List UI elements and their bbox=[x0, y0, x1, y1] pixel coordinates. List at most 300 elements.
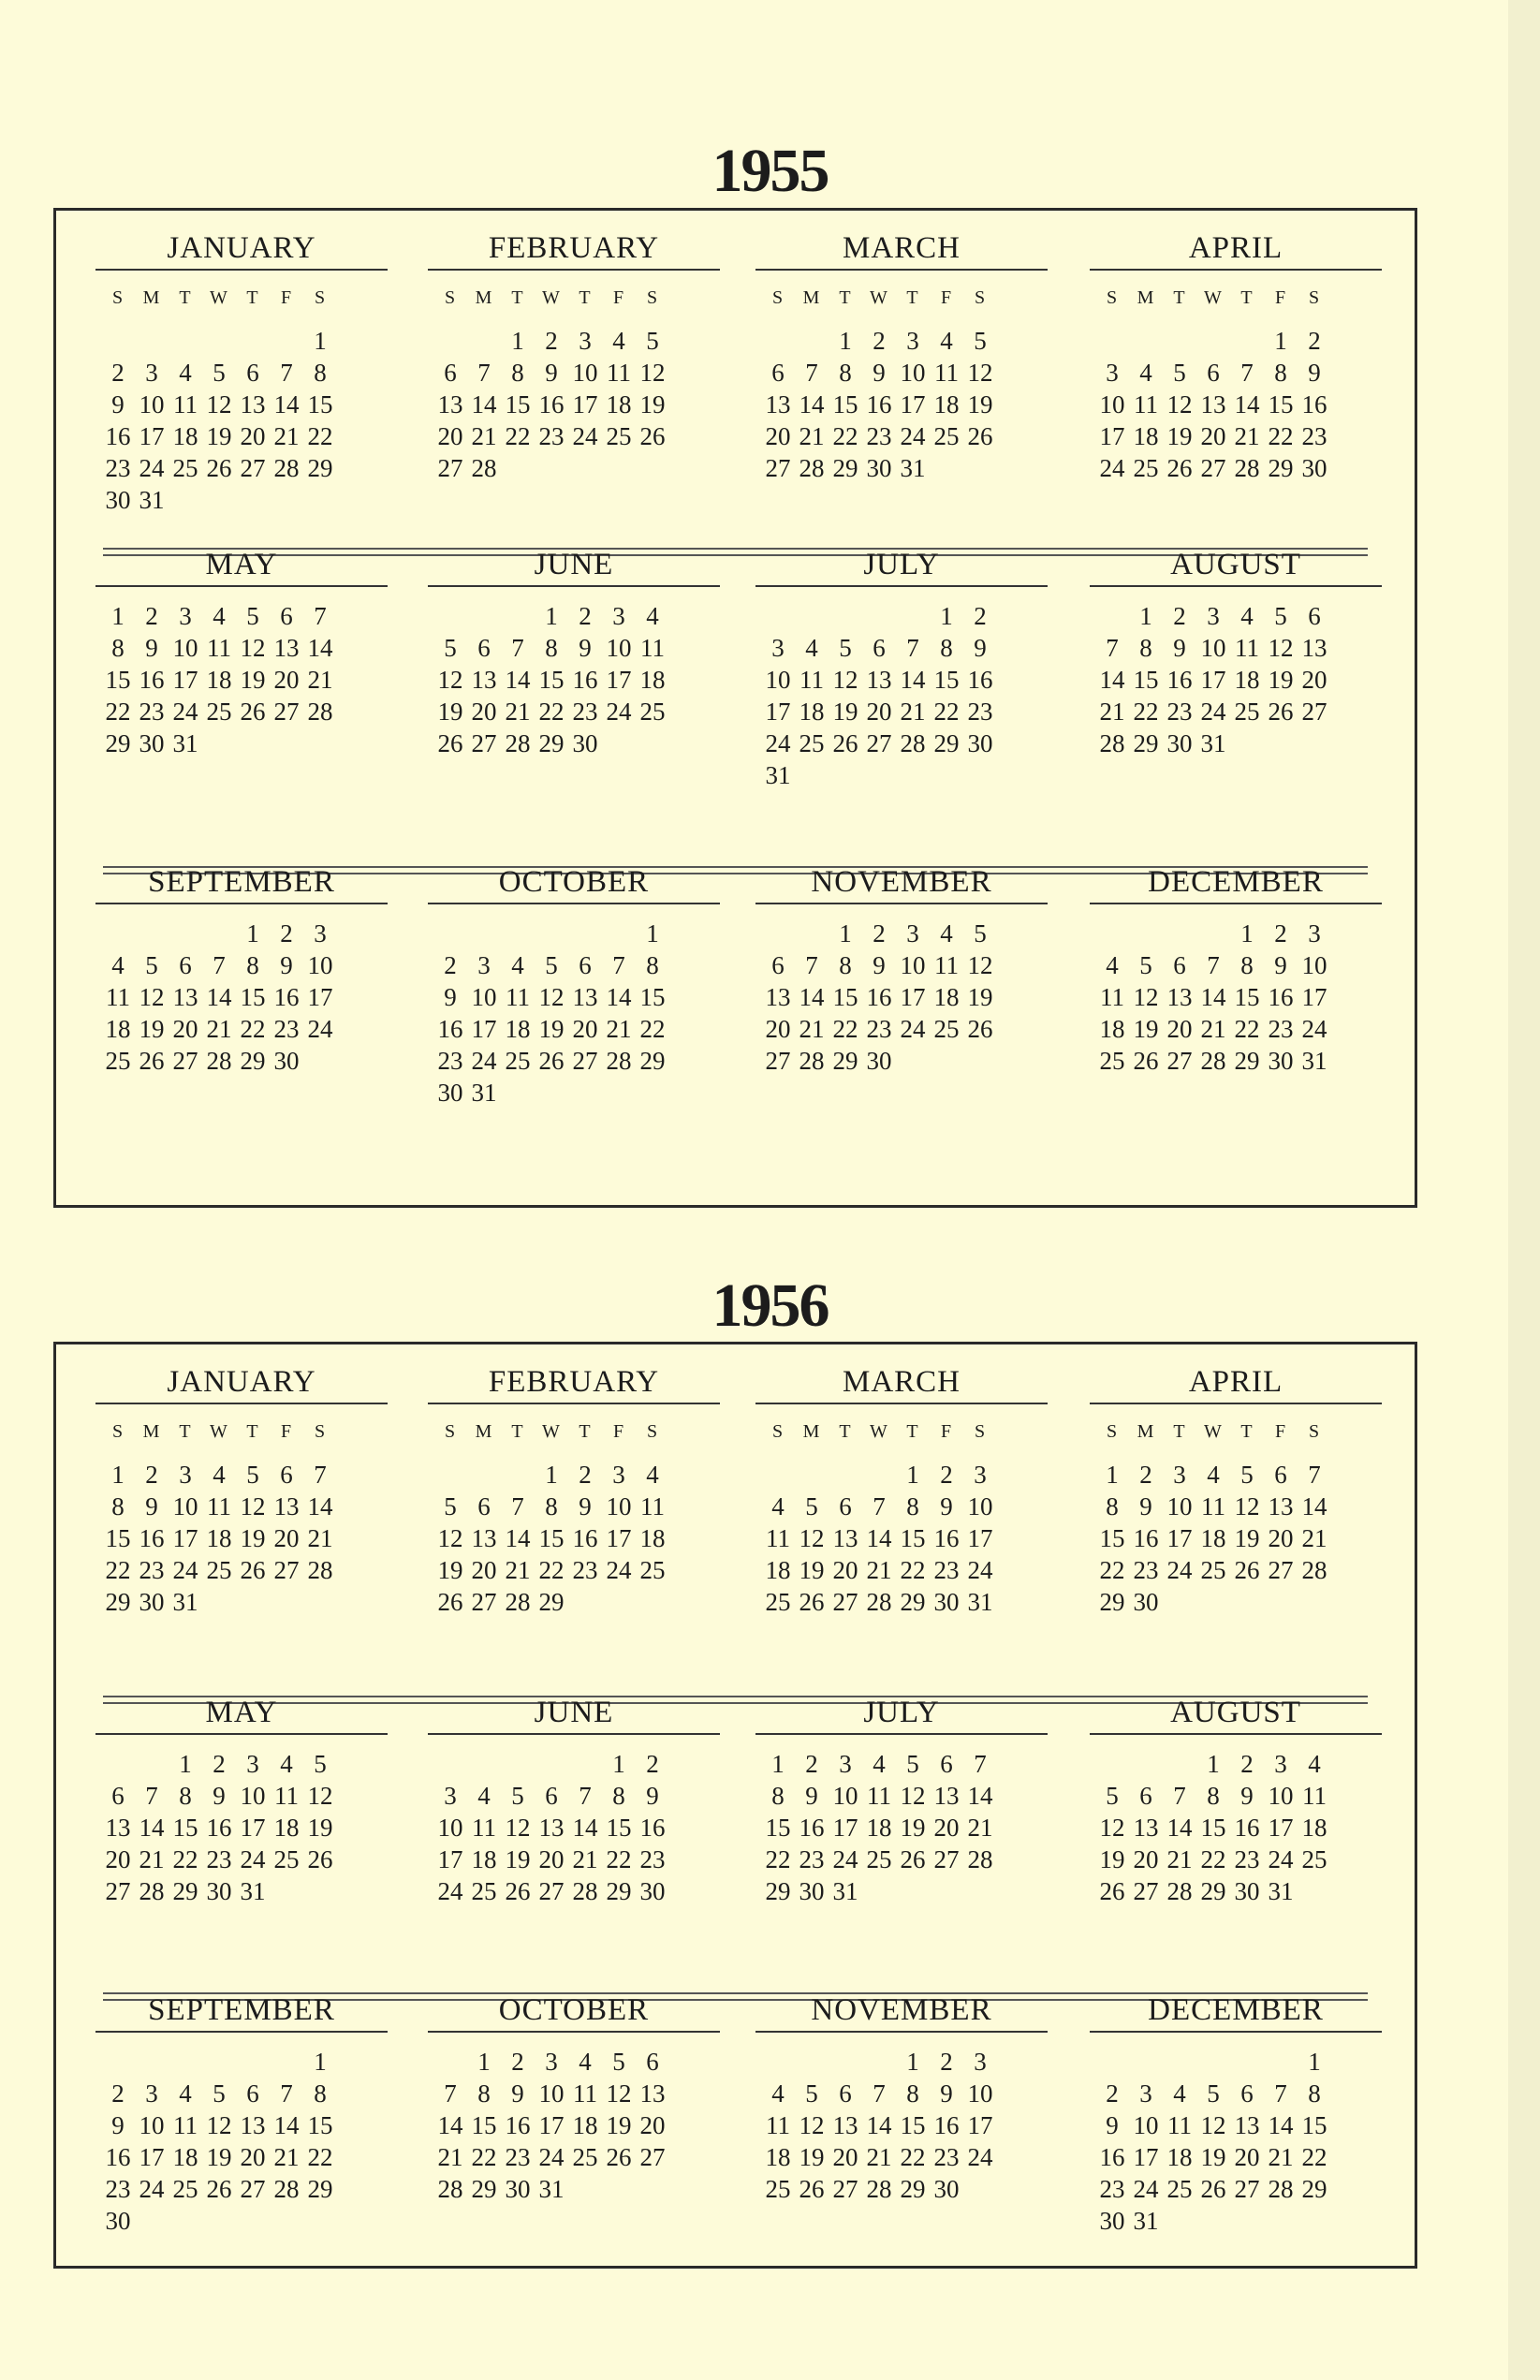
day-cell: 25 bbox=[866, 1844, 892, 1873]
day-cell: 24 bbox=[1166, 1555, 1193, 1584]
day-cell: 26 bbox=[799, 2174, 825, 2203]
day-cell: 18 bbox=[105, 1014, 131, 1043]
day-cell: 29 bbox=[1099, 1587, 1125, 1616]
day-cell: 20 bbox=[105, 1844, 131, 1873]
day-cell: 8 bbox=[179, 1781, 192, 1810]
day-cell: 7 bbox=[444, 2079, 457, 2108]
month-block bbox=[433, 1990, 714, 2205]
day-cell: 6 bbox=[545, 1781, 558, 1810]
day-cell: 14 bbox=[799, 982, 825, 1011]
weekday-label: F bbox=[1274, 1420, 1287, 1442]
day-cell: 30 bbox=[1234, 1876, 1260, 1905]
day-cell: 13 bbox=[240, 389, 266, 419]
day-cell: 13 bbox=[832, 1523, 858, 1552]
weekday-label: S bbox=[111, 286, 125, 308]
day-cell: 25 bbox=[505, 1046, 531, 1075]
day-cell: 10 bbox=[606, 633, 632, 662]
day-cell: 4 bbox=[511, 950, 524, 979]
day-cell: 5 bbox=[1274, 601, 1287, 630]
week-row bbox=[433, 357, 714, 389]
week-row bbox=[433, 325, 714, 357]
day-cell: 27 bbox=[105, 1876, 131, 1905]
day-cell: 24 bbox=[1133, 2174, 1159, 2203]
day-cell: 10 bbox=[437, 1813, 463, 1842]
day-cell: 20 bbox=[933, 1813, 960, 1842]
day-cell: 30 bbox=[967, 728, 993, 757]
day-cell: 22 bbox=[105, 697, 131, 726]
day-cell: 30 bbox=[206, 1876, 232, 1905]
day-cell: 4 bbox=[646, 601, 659, 630]
day-cell: 28 bbox=[799, 453, 825, 482]
day-cell: 1 bbox=[314, 2047, 327, 2076]
day-cell: 7 bbox=[280, 358, 293, 387]
day-cell: 9 bbox=[145, 633, 158, 662]
week-row bbox=[433, 2078, 714, 2109]
day-cell: 3 bbox=[579, 326, 592, 355]
day-cell: 6 bbox=[246, 358, 259, 387]
day-cell: 2 bbox=[1240, 1749, 1254, 1778]
day-cell: 25 bbox=[572, 2142, 598, 2171]
week-row bbox=[761, 2109, 1042, 2141]
day-cell: 29 bbox=[172, 1876, 198, 1905]
day-cell: 1 bbox=[1139, 601, 1152, 630]
day-cell: 18 bbox=[471, 1844, 497, 1873]
day-cell: 11 bbox=[173, 389, 198, 419]
month-name: SEPTEMBER bbox=[148, 865, 335, 899]
day-cell: 20 bbox=[639, 2110, 666, 2139]
day-cell: 14 bbox=[437, 2110, 463, 2139]
day-cell: 10 bbox=[538, 2079, 565, 2108]
day-cell: 13 bbox=[572, 982, 598, 1011]
week-row bbox=[1095, 389, 1376, 420]
day-cell: 5 bbox=[1207, 2079, 1220, 2108]
weekday-label: W bbox=[210, 286, 228, 308]
day-cell: 5 bbox=[213, 2079, 226, 2108]
day-cell: 19 bbox=[240, 1523, 266, 1552]
day-cell: 8 bbox=[646, 950, 659, 979]
day-cell: 30 bbox=[273, 1046, 300, 1075]
week-row bbox=[433, 981, 714, 1013]
day-cell: 13 bbox=[765, 982, 791, 1011]
day-cell: 16 bbox=[866, 389, 892, 419]
day-cell: 26 bbox=[832, 728, 858, 757]
month-name: AUGUST bbox=[1170, 1696, 1301, 1729]
day-cell: 25 bbox=[172, 2174, 198, 2203]
day-cell: 19 bbox=[206, 421, 232, 450]
day-cell: 29 bbox=[933, 728, 960, 757]
weekday-label: T bbox=[511, 286, 524, 308]
day-cell: 7 bbox=[612, 950, 625, 979]
day-cell: 26 bbox=[505, 1876, 531, 1905]
day-cell: 15 bbox=[538, 665, 565, 694]
week-row bbox=[433, 1586, 714, 1618]
day-cell: 7 bbox=[145, 1781, 158, 1810]
day-cell: 2 bbox=[1274, 918, 1287, 948]
day-cell: 7 bbox=[511, 1491, 524, 1521]
day-cell: 11 bbox=[640, 633, 665, 662]
day-cell: 9 bbox=[1139, 1491, 1152, 1521]
day-cell: 20 bbox=[240, 421, 266, 450]
weekday-label: M bbox=[802, 1420, 821, 1442]
day-cell: 20 bbox=[1166, 1014, 1193, 1043]
day-cell: 12 bbox=[505, 1813, 531, 1842]
day-cell: 27 bbox=[765, 1046, 791, 1075]
day-cell: 15 bbox=[307, 389, 333, 419]
day-cell: 8 bbox=[906, 1491, 919, 1521]
month-block bbox=[761, 1990, 1042, 2205]
week-row bbox=[1095, 918, 1376, 949]
day-cell: 28 bbox=[307, 697, 333, 726]
day-cell: 21 bbox=[1268, 2142, 1294, 2171]
weekday-label: F bbox=[280, 286, 293, 308]
day-cell: 8 bbox=[1240, 950, 1254, 979]
day-cell: 14 bbox=[307, 1491, 333, 1521]
day-cell: 14 bbox=[799, 389, 825, 419]
day-cell: 6 bbox=[280, 1460, 293, 1489]
weekday-label: S bbox=[974, 286, 987, 308]
month-block bbox=[433, 1361, 714, 1618]
day-cell: 17 bbox=[240, 1813, 266, 1842]
day-cell: 2 bbox=[1173, 601, 1186, 630]
day-cell: 3 bbox=[1173, 1460, 1186, 1489]
day-cell: 10 bbox=[307, 950, 333, 979]
day-cell: 27 bbox=[471, 728, 497, 757]
week-row bbox=[433, 696, 714, 727]
week-row bbox=[761, 1045, 1042, 1077]
day-cell: 17 bbox=[900, 982, 926, 1011]
day-cell: 1 bbox=[1274, 326, 1287, 355]
year-title: 1956 bbox=[711, 1271, 829, 1340]
day-cell: 6 bbox=[1308, 601, 1321, 630]
day-cell: 3 bbox=[1308, 918, 1321, 948]
day-cell: 6 bbox=[940, 1749, 953, 1778]
week-row bbox=[433, 452, 714, 484]
day-cell: 6 bbox=[771, 358, 785, 387]
month-block bbox=[1095, 1692, 1376, 1907]
day-cell: 25 bbox=[639, 1555, 666, 1584]
day-cell: 15 bbox=[832, 389, 858, 419]
day-cell: 11 bbox=[934, 950, 959, 979]
day-cell: 9 bbox=[545, 358, 558, 387]
week-row bbox=[433, 632, 714, 664]
month-name: NOVEMBER bbox=[811, 1993, 992, 2027]
day-cell: 10 bbox=[900, 950, 926, 979]
day-cell: 21 bbox=[967, 1813, 993, 1842]
week-row bbox=[433, 1013, 714, 1045]
day-cell: 23 bbox=[437, 1046, 463, 1075]
day-cell: 27 bbox=[538, 1876, 565, 1905]
day-cell: 23 bbox=[505, 2142, 531, 2171]
day-cell: 3 bbox=[1139, 2079, 1152, 2108]
week-row bbox=[101, 1522, 382, 1554]
week-row bbox=[761, 632, 1042, 664]
day-cell: 31 bbox=[240, 1876, 266, 1905]
day-cell: 11 bbox=[766, 1523, 790, 1552]
day-cell: 19 bbox=[832, 697, 858, 726]
weekday-header bbox=[101, 1404, 382, 1459]
day-cell: 9 bbox=[579, 633, 592, 662]
month-name: APRIL bbox=[1188, 231, 1283, 265]
week-row bbox=[761, 357, 1042, 389]
week-row bbox=[101, 1013, 382, 1045]
day-cell: 2 bbox=[646, 1749, 659, 1778]
day-cell: 25 bbox=[1200, 1555, 1226, 1584]
day-cell: 30 bbox=[1301, 453, 1327, 482]
weekday-label: S bbox=[974, 1420, 987, 1442]
day-cell: 27 bbox=[1268, 1555, 1294, 1584]
day-cell: 4 bbox=[280, 1749, 293, 1778]
day-cell: 11 bbox=[207, 1491, 231, 1521]
week-row bbox=[761, 1844, 1042, 1875]
week-row bbox=[1095, 2205, 1376, 2237]
month-name: JUNE bbox=[534, 1696, 614, 1729]
day-cell: 1 bbox=[111, 1460, 125, 1489]
weekday-header bbox=[101, 271, 382, 325]
week-row bbox=[761, 2046, 1042, 2078]
day-cell: 7 bbox=[1274, 2079, 1287, 2108]
spacer bbox=[1095, 904, 1376, 918]
day-cell: 13 bbox=[1166, 982, 1193, 1011]
day-cell: 15 bbox=[471, 2110, 497, 2139]
month-block bbox=[761, 544, 1042, 791]
weekday-label: W bbox=[1204, 286, 1223, 308]
day-cell: 16 bbox=[933, 1523, 960, 1552]
day-cell: 10 bbox=[1133, 2110, 1159, 2139]
day-cell: 10 bbox=[471, 982, 497, 1011]
day-cell: 8 bbox=[246, 950, 259, 979]
day-cell: 14 bbox=[471, 389, 497, 419]
day-cell: 30 bbox=[799, 1876, 825, 1905]
day-cell: 15 bbox=[606, 1813, 632, 1842]
month-block bbox=[101, 1692, 382, 1907]
month-block bbox=[1095, 228, 1376, 484]
day-cell: 1 bbox=[839, 918, 852, 948]
day-cell: 27 bbox=[1234, 2174, 1260, 2203]
day-cell: 6 bbox=[444, 358, 457, 387]
day-cell: 9 bbox=[940, 2079, 953, 2108]
day-cell: 28 bbox=[1166, 1876, 1193, 1905]
day-cell: 28 bbox=[1268, 2174, 1294, 2203]
day-cell: 15 bbox=[105, 1523, 131, 1552]
weekday-label: M bbox=[802, 286, 821, 308]
day-cell: 26 bbox=[1099, 1876, 1125, 1905]
day-cell: 7 bbox=[314, 1460, 327, 1489]
day-cell: 5 bbox=[1139, 950, 1152, 979]
day-cell: 25 bbox=[105, 1046, 131, 1075]
day-cell: 9 bbox=[145, 1491, 158, 1521]
day-cell: 28 bbox=[437, 2174, 463, 2203]
month-block bbox=[761, 1361, 1042, 1618]
weekday-label: S bbox=[771, 286, 785, 308]
day-cell: 10 bbox=[1099, 389, 1125, 419]
day-cell: 31 bbox=[172, 1587, 198, 1616]
day-cell: 14 bbox=[1268, 2110, 1294, 2139]
day-cell: 25 bbox=[206, 697, 232, 726]
day-cell: 15 bbox=[1133, 665, 1159, 694]
day-cell: 18 bbox=[273, 1813, 300, 1842]
week-row bbox=[761, 664, 1042, 696]
day-cell: 9 bbox=[873, 950, 886, 979]
week-row bbox=[1095, 600, 1376, 632]
day-cell: 13 bbox=[765, 389, 791, 419]
day-cell: 19 bbox=[437, 1555, 463, 1584]
day-cell: 9 bbox=[213, 1781, 226, 1810]
day-cell: 27 bbox=[437, 453, 463, 482]
month-name: JANUARY bbox=[167, 1365, 316, 1399]
day-cell: 2 bbox=[1139, 1460, 1152, 1489]
day-cell: 18 bbox=[1166, 2142, 1193, 2171]
day-cell: 27 bbox=[273, 697, 300, 726]
week-row bbox=[761, 1875, 1042, 1907]
day-cell: 10 bbox=[765, 665, 791, 694]
week-row bbox=[433, 420, 714, 452]
day-cell: 22 bbox=[538, 1555, 565, 1584]
day-cell: 10 bbox=[606, 1491, 632, 1521]
month-block bbox=[101, 228, 382, 516]
spacer bbox=[1095, 2033, 1376, 2046]
day-cell: 26 bbox=[1200, 2174, 1226, 2203]
day-cell: 13 bbox=[866, 665, 892, 694]
day-cell: 2 bbox=[873, 326, 886, 355]
day-cell: 15 bbox=[639, 982, 666, 1011]
day-cell: 22 bbox=[1234, 1014, 1260, 1043]
day-cell: 18 bbox=[639, 1523, 666, 1552]
day-cell: 21 bbox=[307, 1523, 333, 1552]
day-cell: 30 bbox=[1166, 728, 1193, 757]
day-cell: 3 bbox=[179, 1460, 192, 1489]
day-cell: 5 bbox=[612, 2047, 625, 2076]
day-cell: 21 bbox=[900, 697, 926, 726]
day-cell: 29 bbox=[900, 2174, 926, 2203]
day-cell: 12 bbox=[307, 1781, 333, 1810]
month-block bbox=[433, 1692, 714, 1907]
day-cell: 29 bbox=[765, 1876, 791, 1905]
day-cell: 25 bbox=[172, 453, 198, 482]
weekday-header bbox=[1095, 1404, 1376, 1459]
day-cell: 26 bbox=[139, 1046, 165, 1075]
day-cell: 24 bbox=[139, 2174, 165, 2203]
day-cell: 21 bbox=[307, 665, 333, 694]
week-row bbox=[1095, 1522, 1376, 1554]
day-cell: 22 bbox=[105, 1555, 131, 1584]
day-cell: 8 bbox=[545, 1491, 558, 1521]
day-cell: 9 bbox=[1106, 2110, 1119, 2139]
day-cell: 22 bbox=[505, 421, 531, 450]
day-cell: 24 bbox=[172, 697, 198, 726]
day-cell: 5 bbox=[805, 2079, 818, 2108]
day-cell: 11 bbox=[173, 2110, 198, 2139]
day-cell: 13 bbox=[832, 2110, 858, 2139]
spacer bbox=[761, 904, 1042, 918]
day-cell: 18 bbox=[639, 665, 666, 694]
day-cell: 23 bbox=[139, 1555, 165, 1584]
day-cell: 6 bbox=[246, 2079, 259, 2108]
day-cell: 28 bbox=[1200, 1046, 1226, 1075]
day-cell: 1 bbox=[246, 918, 259, 948]
day-cell: 6 bbox=[646, 2047, 659, 2076]
week-row bbox=[761, 1812, 1042, 1844]
month-name: MARCH bbox=[842, 231, 961, 265]
day-cell: 9 bbox=[1308, 358, 1321, 387]
day-cell: 22 bbox=[1200, 1844, 1226, 1873]
day-cell: 16 bbox=[967, 665, 993, 694]
day-cell: 16 bbox=[437, 1014, 463, 1043]
day-cell: 26 bbox=[1268, 697, 1294, 726]
month-block bbox=[101, 861, 382, 1077]
day-cell: 5 bbox=[839, 633, 852, 662]
spacer bbox=[433, 904, 714, 918]
day-cell: 30 bbox=[437, 1078, 463, 1107]
week-row bbox=[101, 632, 382, 664]
day-cell: 3 bbox=[1207, 601, 1220, 630]
day-cell: 9 bbox=[974, 633, 987, 662]
day-cell: 6 bbox=[179, 950, 192, 979]
day-cell: 18 bbox=[799, 697, 825, 726]
month-block bbox=[1095, 861, 1376, 1077]
day-cell: 22 bbox=[639, 1014, 666, 1043]
day-cell: 31 bbox=[900, 453, 926, 482]
week-row bbox=[1095, 2109, 1376, 2141]
day-cell: 7 bbox=[805, 358, 818, 387]
day-cell: 14 bbox=[1234, 389, 1260, 419]
day-cell: 6 bbox=[839, 1491, 852, 1521]
day-cell: 24 bbox=[832, 1844, 858, 1873]
day-cell: 25 bbox=[1099, 1046, 1125, 1075]
day-cell: 11 bbox=[1167, 2110, 1192, 2139]
spacer bbox=[1095, 1735, 1376, 1748]
day-cell: 15 bbox=[832, 982, 858, 1011]
weekday-label: S bbox=[314, 286, 327, 308]
day-cell: 26 bbox=[1133, 1046, 1159, 1075]
week-row bbox=[1095, 1554, 1376, 1586]
weekday-label: F bbox=[1274, 286, 1287, 308]
month-name: NOVEMBER bbox=[811, 865, 992, 899]
weekday-label: S bbox=[646, 1420, 659, 1442]
day-cell: 29 bbox=[832, 453, 858, 482]
day-cell: 13 bbox=[639, 2079, 666, 2108]
day-cell: 24 bbox=[967, 2142, 993, 2171]
day-cell: 25 bbox=[206, 1555, 232, 1584]
day-cell: 31 bbox=[139, 485, 165, 514]
day-cell: 18 bbox=[1301, 1813, 1327, 1842]
day-cell: 30 bbox=[1268, 1046, 1294, 1075]
weekday-label: M bbox=[142, 1420, 161, 1442]
day-cell: 27 bbox=[1166, 1046, 1193, 1075]
day-cell: 29 bbox=[639, 1046, 666, 1075]
day-cell: 8 bbox=[1308, 2079, 1321, 2108]
weekday-label: T bbox=[246, 286, 259, 308]
day-cell: 23 bbox=[139, 697, 165, 726]
day-cell: 27 bbox=[471, 1587, 497, 1616]
week-row bbox=[1095, 357, 1376, 389]
day-cell: 7 bbox=[477, 358, 491, 387]
weekday-label: S bbox=[1106, 286, 1119, 308]
day-cell: 1 bbox=[1308, 2047, 1321, 2076]
day-cell: 12 bbox=[900, 1781, 926, 1810]
day-cell: 27 bbox=[832, 2174, 858, 2203]
day-cell: 9 bbox=[940, 1491, 953, 1521]
day-cell: 28 bbox=[799, 1046, 825, 1075]
day-cell: 19 bbox=[967, 389, 993, 419]
day-cell: 11 bbox=[607, 358, 631, 387]
day-cell: 18 bbox=[1234, 665, 1260, 694]
day-cell: 12 bbox=[437, 1523, 463, 1552]
day-cell: 3 bbox=[974, 2047, 987, 2076]
week-row bbox=[1095, 2078, 1376, 2109]
day-cell: 17 bbox=[538, 2110, 565, 2139]
day-cell: 27 bbox=[172, 1046, 198, 1075]
day-cell: 10 bbox=[1268, 1781, 1294, 1810]
